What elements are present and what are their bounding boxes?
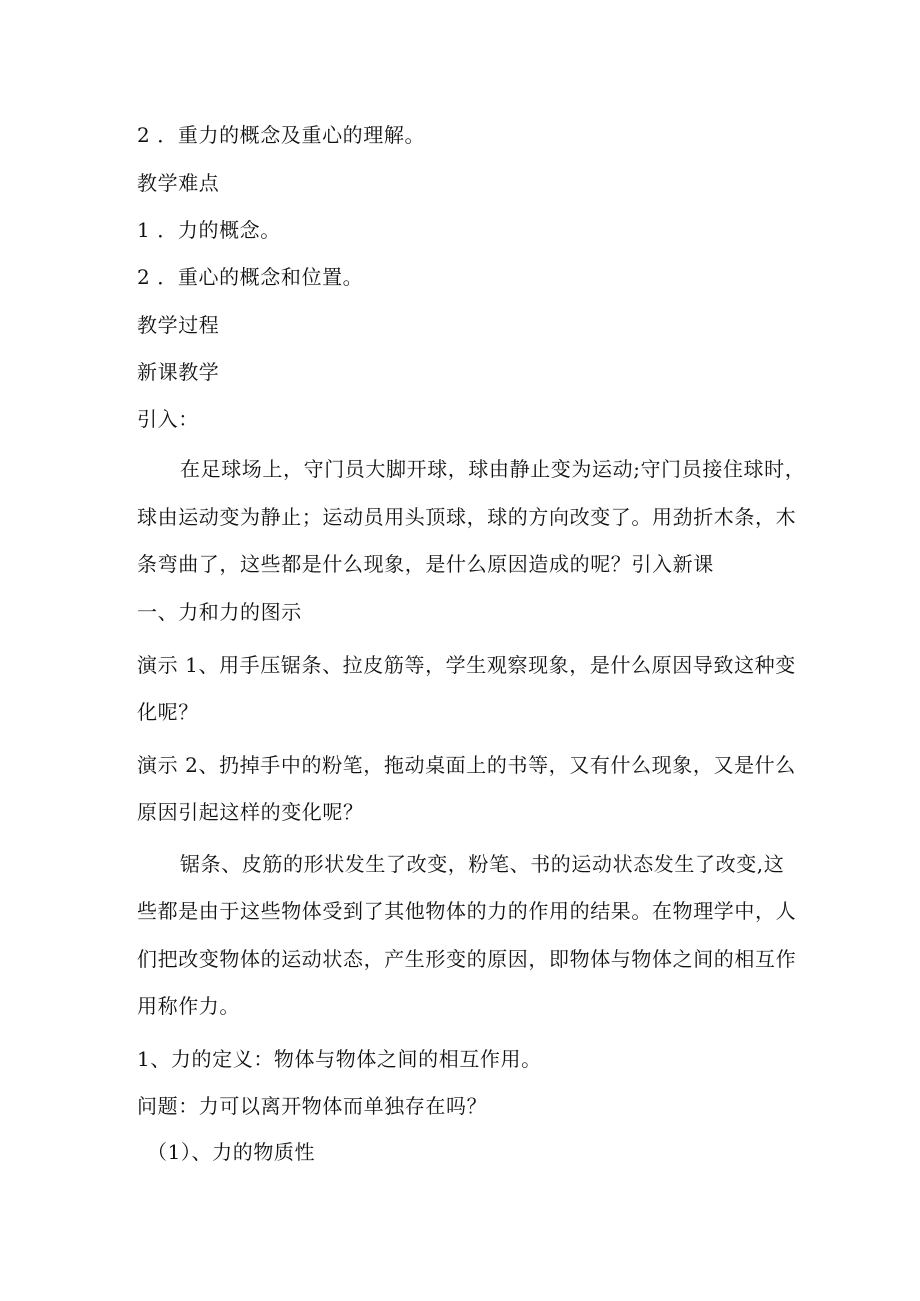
question-line: 问题：力可以离开物体而单独存在吗？ — [137, 1094, 488, 1118]
heading-introduction: 引入： — [137, 407, 199, 431]
text-line: 2 ．重力的概念及重心的理解。 — [137, 123, 426, 147]
paragraph-line: 原因引起这样的变化呢？ — [137, 800, 364, 824]
paragraph-line: 在足球场上，守门员大脚开球，球由静止变为运动;守门员接住球时， — [180, 457, 806, 481]
paragraph-line: 们把改变物体的运动状态，产生形变的原因，即物体与物体之间的相互作 — [137, 947, 797, 971]
section-heading: 一、力和力的图示 — [137, 600, 302, 624]
definition-line: 1、力的定义：物体与物体之间的相互作用。 — [137, 1047, 542, 1071]
heading-teaching-difficulties: 教学难点 — [137, 171, 220, 195]
paragraph-line: 演示 2、扔掉手中的粉笔，拖动桌面上的书等，又有什么现象，又是什么 — [137, 753, 796, 777]
text-line: 1 ．力的概念。 — [137, 218, 281, 242]
paragraph-line: 锯条、皮筋的形状发生了改变，粉笔、书的运动状态发生了改变,这 — [180, 852, 785, 876]
paragraph-line: 条弯曲了，这些都是什么现象，是什么原因造成的呢？引入新课 — [137, 552, 714, 576]
subheading-line: （1）、力的物质性 — [147, 1140, 316, 1164]
heading-new-lesson: 新课教学 — [137, 360, 220, 384]
text-line: 2 ．重心的概念和位置。 — [137, 265, 364, 289]
paragraph-line: 些都是由于这些物体受到了其他物体的力的作用的结果。在物理学中，人 — [137, 899, 797, 923]
paragraph-line: 用称作力。 — [137, 994, 240, 1018]
paragraph-line: 化呢？ — [137, 700, 199, 724]
heading-teaching-process: 教学过程 — [137, 313, 220, 337]
paragraph-line: 演示 1、用手压锯条、拉皮筋等，学生观察现象，是什么原因导致这种变 — [137, 653, 796, 677]
paragraph-line: 球由运动变为静止；运动员用头顶球，球的方向改变了。用劲折木条，木 — [137, 505, 797, 529]
